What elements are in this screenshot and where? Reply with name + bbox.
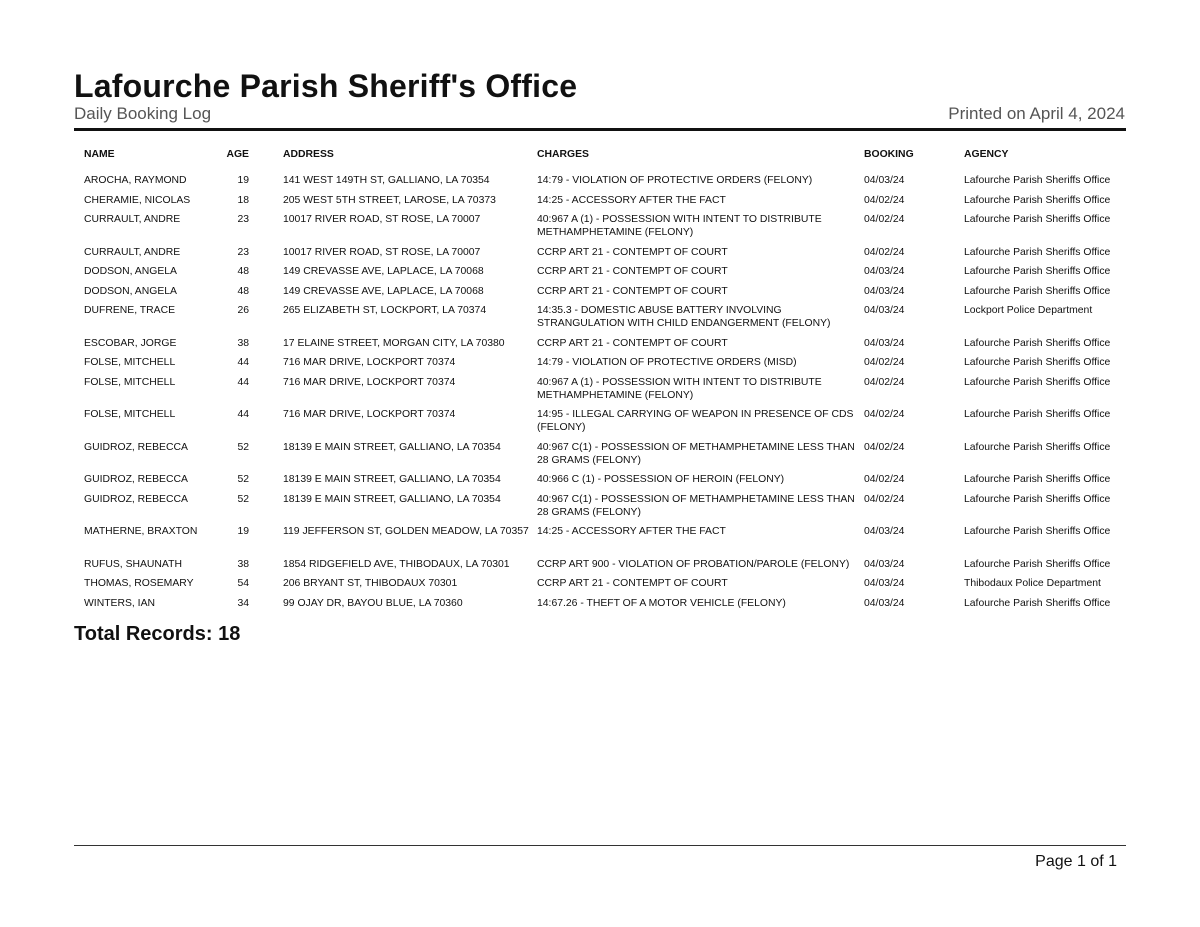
cell-charges: 14:79 - VIOLATION OF PROTECTIVE ORDERS (FELONY) (537, 175, 813, 186)
cell-agency: Lockport Police Department (964, 305, 1093, 316)
table-row (80, 356, 1120, 376)
cell-name: DODSON, ANGELA (84, 285, 177, 297)
cell-address: 716 MAR DRIVE, LOCKPORT 70374 (283, 409, 456, 420)
table-row (80, 441, 1120, 474)
cell-charges: CCRP ART 21 - CONTEMPT OF COURT (537, 578, 728, 589)
cell-address: 99 OJAY DR, BAYOU BLUE, LA 70360 (283, 597, 463, 609)
cell-booking: 04/03/24 (864, 337, 905, 349)
cell-age: 54 (237, 578, 249, 589)
cell-booking: 04/03/24 (864, 266, 905, 277)
cell-name: RUFUS, SHAUNATH (84, 558, 182, 570)
cell-charges: 14:79 - VIOLATION OF PROTECTIVE ORDERS (MISD) (537, 357, 797, 368)
header-divider (74, 128, 1126, 131)
column-header-booking: BOOKING (864, 149, 914, 160)
table-header-row (80, 145, 1120, 174)
cell-booking: 04/03/24 (864, 285, 905, 297)
cell-booking: 04/02/24 (864, 214, 905, 225)
cell-address: 716 MAR DRIVE, LOCKPORT 70374 (283, 376, 456, 388)
cell-address: 10017 RIVER ROAD, ST ROSE, LA 70007 (283, 214, 481, 225)
cell-agency: Lafourche Parish Sheriffs Office (964, 441, 1111, 453)
cell-name: FOLSE, MITCHELL (84, 357, 176, 368)
cell-agency: Lafourche Parish Sheriffs Office (964, 558, 1111, 570)
cell-name: DUFRENE, TRACE (84, 305, 176, 316)
cell-name: THOMAS, ROSEMARY (84, 578, 194, 589)
cell-age: 19 (237, 526, 249, 537)
total-records: Total Records: 18 (74, 623, 241, 645)
cell-address: 149 CREVASSE AVE, LAPLACE, LA 70068 (283, 266, 484, 277)
footer-divider (74, 845, 1126, 846)
cell-charges: 40:967 C(1) - POSSESSION OF METHAMPHETAMINE LESS THAN 28 GRAMS (FELONY) (537, 441, 855, 466)
cell-agency: Lafourche Parish Sheriffs Office (964, 194, 1111, 206)
cell-name: CHERAMIE, NICOLAS (84, 194, 191, 206)
cell-name: ESCOBAR, JORGE (84, 337, 177, 349)
cell-agency: Lafourche Parish Sheriffs Office (964, 175, 1111, 186)
cell-age: 44 (237, 357, 249, 368)
column-header-charges: CHARGES (537, 149, 589, 160)
cell-booking: 04/02/24 (864, 194, 905, 206)
table-row (80, 304, 1120, 337)
cell-agency: Lafourche Parish Sheriffs Office (964, 376, 1111, 388)
cell-name: GUIDROZ, REBECCA (84, 493, 188, 505)
cell-age: 48 (237, 285, 249, 297)
cell-age: 44 (237, 376, 249, 388)
cell-name: WINTERS, IAN (84, 597, 156, 609)
table-row (80, 337, 1120, 357)
table-body (80, 174, 1120, 616)
cell-charges: 40:967 A (1) - POSSESSION WITH INTENT TO DISTRIBUTE METHAMPHETAMINE (FELONY) (537, 214, 822, 238)
cell-charges: 14:35.3 - DOMESTIC ABUSE BATTERY INVOLVING STRANGULATION WITH CHILD ENDANGERMENT (FELONY) (537, 305, 831, 329)
cell-name: CURRAULT, ANDRE (84, 246, 181, 258)
cell-charges: CCRP ART 21 - CONTEMPT OF COURT (537, 337, 728, 349)
table-row (80, 408, 1120, 441)
cell-name: GUIDROZ, REBECCA (84, 474, 188, 485)
table-row (80, 525, 1120, 558)
cell-charges: 14:95 - ILLEGAL CARRYING OF WEAPON IN PRESENCE OF CDS (FELONY) (537, 409, 854, 433)
table-row (80, 376, 1120, 409)
cell-booking: 04/02/24 (864, 357, 905, 368)
table-row (80, 558, 1120, 578)
table-row (80, 473, 1120, 493)
cell-agency: Lafourche Parish Sheriffs Office (964, 474, 1111, 485)
cell-charges: CCRP ART 21 - CONTEMPT OF COURT (537, 285, 728, 297)
cell-address: 10017 RIVER ROAD, ST ROSE, LA 70007 (283, 246, 481, 258)
page-number: Page 1 of 1 (1035, 853, 1117, 870)
column-header-age: AGE (226, 149, 249, 160)
table-row (80, 246, 1120, 266)
table-row (80, 265, 1120, 285)
cell-name: AROCHA, RAYMOND (84, 175, 187, 186)
cell-age: 26 (237, 305, 249, 316)
table-row (80, 213, 1120, 246)
table-row (80, 577, 1120, 597)
cell-agency: Lafourche Parish Sheriffs Office (964, 493, 1111, 505)
cell-name: DODSON, ANGELA (84, 266, 177, 277)
cell-address: 206 BRYANT ST, THIBODAUX 70301 (283, 578, 458, 589)
cell-address: 18139 E MAIN STREET, GALLIANO, LA 70354 (283, 493, 501, 505)
table-row (80, 493, 1120, 526)
cell-age: 44 (237, 409, 249, 420)
cell-address: 1854 RIDGEFIELD AVE, THIBODAUX, LA 70301 (283, 558, 510, 570)
cell-age: 23 (237, 246, 249, 258)
cell-charges: CCRP ART 21 - CONTEMPT OF COURT (537, 246, 728, 258)
cell-agency: Lafourche Parish Sheriffs Office (964, 337, 1111, 349)
printed-date: Printed on April 4, 2024 (948, 104, 1125, 123)
cell-age: 48 (237, 266, 249, 277)
column-header-name: NAME (84, 149, 115, 160)
cell-address: 17 ELAINE STREET, MORGAN CITY, LA 70380 (283, 337, 505, 349)
cell-address: 265 ELIZABETH ST, LOCKPORT, LA 70374 (283, 305, 487, 316)
booking-table (80, 145, 1120, 616)
table-row (80, 194, 1120, 214)
cell-booking: 04/03/24 (864, 578, 905, 589)
page-subtitle: Daily Booking Log (74, 104, 212, 123)
cell-address: 716 MAR DRIVE, LOCKPORT 70374 (283, 357, 456, 368)
cell-charges: CCRP ART 21 - CONTEMPT OF COURT (537, 266, 728, 277)
cell-agency: Thibodaux Police Department (964, 578, 1101, 589)
cell-agency: Lafourche Parish Sheriffs Office (964, 526, 1111, 537)
cell-booking: 04/02/24 (864, 441, 905, 453)
cell-address: 119 JEFFERSON ST, GOLDEN MEADOW, LA 70357 (283, 526, 529, 537)
cell-agency: Lafourche Parish Sheriffs Office (964, 246, 1111, 258)
cell-age: 52 (237, 493, 249, 505)
cell-charges: CCRP ART 900 - VIOLATION OF PROBATION/PAROLE (FELONY) (537, 558, 850, 570)
table-row (80, 597, 1120, 617)
cell-booking: 04/02/24 (864, 409, 905, 420)
cell-booking: 04/03/24 (864, 305, 905, 316)
cell-name: GUIDROZ, REBECCA (84, 441, 188, 453)
table-row (80, 174, 1120, 194)
cell-age: 52 (237, 441, 249, 453)
cell-agency: Lafourche Parish Sheriffs Office (964, 266, 1111, 277)
column-header-agency: AGENCY (964, 149, 1009, 160)
cell-booking: 04/02/24 (864, 474, 905, 485)
cell-booking: 04/03/24 (864, 175, 905, 186)
page-title: Lafourche Parish Sheriff's Office (74, 68, 578, 104)
cell-age: 38 (237, 337, 249, 349)
cell-booking: 04/02/24 (864, 246, 905, 258)
cell-booking: 04/03/24 (864, 558, 905, 570)
cell-agency: Lafourche Parish Sheriffs Office (964, 357, 1111, 368)
cell-name: CURRAULT, ANDRE (84, 214, 181, 225)
cell-age: 52 (237, 474, 249, 485)
cell-address: 18139 E MAIN STREET, GALLIANO, LA 70354 (283, 441, 501, 453)
cell-age: 34 (237, 597, 249, 609)
cell-charges: 40:967 A (1) - POSSESSION WITH INTENT TO DISTRIBUTE METHAMPHETAMINE (FELONY) (537, 376, 822, 401)
cell-charges: 40:967 C(1) - POSSESSION OF METHAMPHETAMINE LESS THAN 28 GRAMS (FELONY) (537, 493, 855, 518)
cell-age: 23 (237, 214, 249, 225)
cell-age: 18 (237, 194, 249, 206)
cell-age: 19 (237, 175, 249, 186)
cell-agency: Lafourche Parish Sheriffs Office (964, 409, 1111, 420)
cell-name: FOLSE, MITCHELL (84, 409, 176, 420)
cell-age: 38 (237, 558, 249, 570)
cell-agency: Lafourche Parish Sheriffs Office (964, 597, 1111, 609)
cell-agency: Lafourche Parish Sheriffs Office (964, 214, 1111, 225)
cell-address: 149 CREVASSE AVE, LAPLACE, LA 70068 (283, 285, 484, 297)
cell-charges: 14:67.26 - THEFT OF A MOTOR VEHICLE (FELONY) (537, 597, 786, 609)
column-header-address: ADDRESS (283, 149, 334, 160)
cell-charges: 14:25 - ACCESSORY AFTER THE FACT (537, 194, 726, 206)
cell-charges: 14:25 - ACCESSORY AFTER THE FACT (537, 526, 726, 537)
cell-address: 205 WEST 5TH STREET, LAROSE, LA 70373 (283, 194, 496, 206)
cell-address: 18139 E MAIN STREET, GALLIANO, LA 70354 (283, 474, 501, 485)
cell-booking: 04/03/24 (864, 526, 905, 537)
cell-name: MATHERNE, BRAXTON (84, 526, 198, 537)
cell-charges: 40:966 C (1) - POSSESSION OF HEROIN (FELONY) (537, 474, 785, 485)
cell-agency: Lafourche Parish Sheriffs Office (964, 285, 1111, 297)
cell-name: FOLSE, MITCHELL (84, 376, 176, 388)
cell-address: 141 WEST 149TH ST, GALLIANO, LA 70354 (283, 175, 490, 186)
cell-booking: 04/02/24 (864, 376, 905, 388)
table-row (80, 285, 1120, 305)
cell-booking: 04/03/24 (864, 597, 905, 609)
cell-booking: 04/02/24 (864, 493, 905, 505)
